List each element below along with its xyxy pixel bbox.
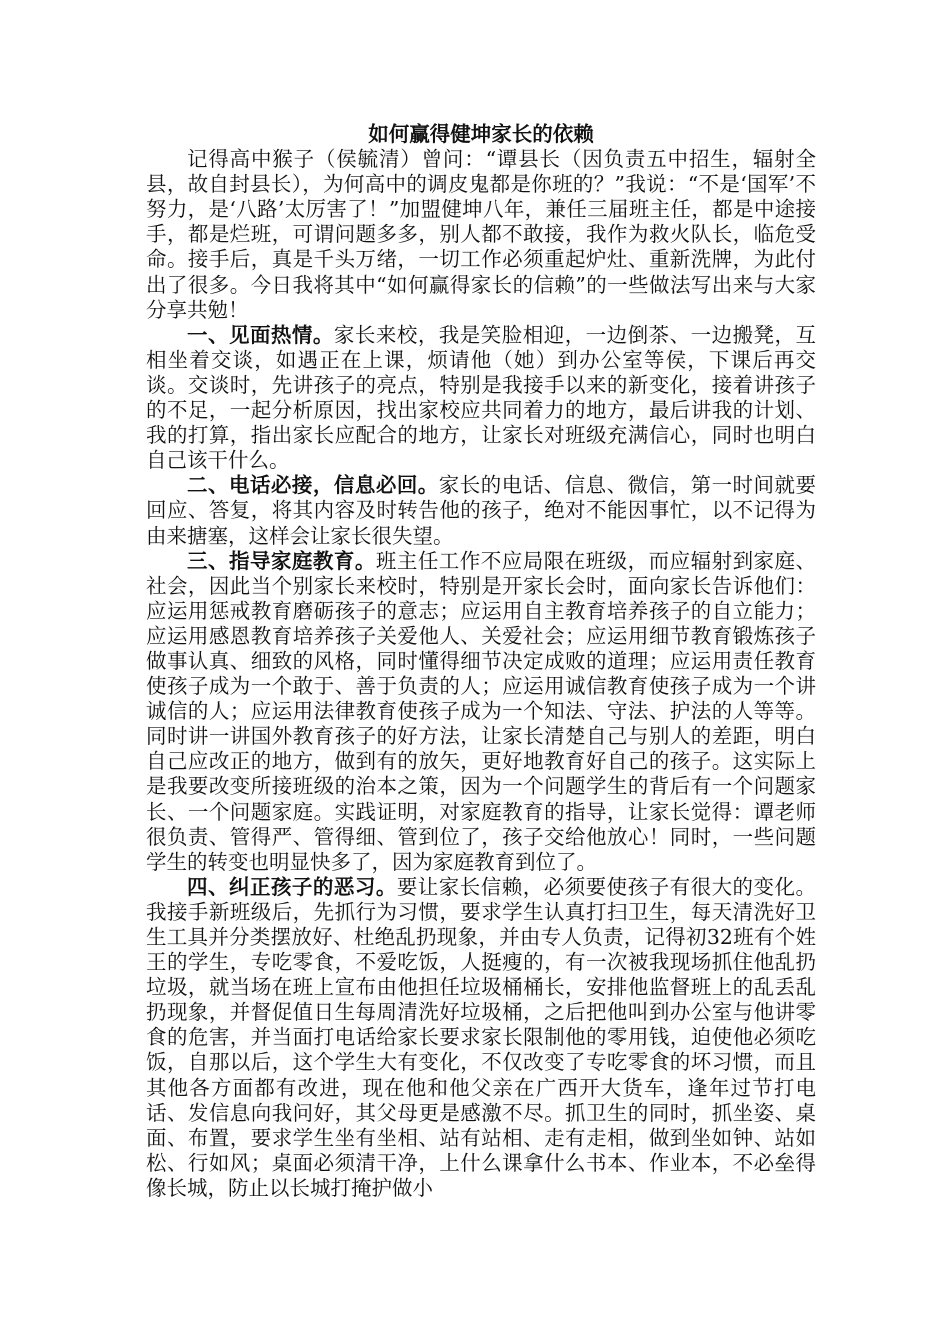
section-body-2: 家长的电话、信息、微信，第一时间就要回应、答复，将其内容及时转告他的孩子，绝对不能因事忙，以不记得为由来搪塞，这样会让家长很失望。 bbox=[146, 473, 817, 548]
section-paragraph-3 bbox=[146, 549, 816, 875]
section-paragraph-1 bbox=[146, 323, 816, 474]
document-page bbox=[146, 122, 816, 1201]
intro-paragraph: 记得高中猴子（侯毓清）曾问：“谭县长（因负责五中招生，辐射全县，故自封县长），为何高中的调皮鬼都是你班的？”我说：“不是‘国军’不努力，是‘八路’太厉害了！”加盟健坤八年，兼任三届班主任，都是中途接手，都是烂班，可谓问题多多，别人都不敢接，我作为救火队长，临危受命。接手后，真是千头万绪，一切工作必须重起炉灶、重新洗牌，为此付出了很多。今日我将其中“如何赢得家长的信赖”的一些做法写出来与大家分享共勉！ bbox=[146, 147, 816, 322]
section-heading-1: 一、见面热情。 bbox=[187, 322, 334, 347]
document-title: 如何赢得健坤家长的依赖 bbox=[368, 122, 594, 146]
section-heading-3: 三、指导家庭教育。 bbox=[187, 548, 376, 573]
section-heading-2: 二、电话必接，信息必回。 bbox=[187, 473, 439, 498]
section-paragraph-2 bbox=[146, 473, 816, 548]
section-paragraph-4 bbox=[146, 875, 816, 1201]
section-heading-4: 四、纠正孩子的恶习。 bbox=[187, 874, 397, 899]
section-body-3: 班主任工作不应局限在班级，而应辐射到家庭、社会，因此当个别家长来校时，特别是开家长会时，面向家长告诉他们：应运用惩戒教育磨砺孩子的意志；应运用自主教育培养孩子的自立能力；应运用感恩教育培养孩子关爱他人、关爱社会；应运用细节教育锻炼孩子做事认真、细致的风格，同时懂得细节决定成败的道理；应运用责任教育使孩子成为一个敢于、善于负责的人；应运用诚信教育使孩子成为一个讲诚信的人；应运用法律教育使孩子成为一个知法、守法、护法的人等等。同时讲一讲国外教育孩子的好方法，让家长清楚自己与别人的差距，明白自己应改正的地方，做到有的放矢，更好地教育好自己的孩子。这实际上是我要改变所接班级的治本之策，因为一个问题学生的背后有一个问题家长、一个问题家庭。实践证明，对家庭教育的指导，让家长觉得：谭老师很负责、管得严、管得细、管到位了，孩子交给他放心！同时，一些问题学生的转变也明显快多了，因为家庭教育到位了。 bbox=[146, 548, 817, 874]
section-body-1: 家长来校，我是笑脸相迎，一边倒茶、一边搬凳，互相坐着交谈，如遇正在上课，烦请他（她）到办公室等侯，下课后再交谈。交谈时，先讲孩子的亮点，特别是我接手以来的新变化，接着讲孩子的不足，一起分析原因，找出家校应共同着力的地方，最后讲我的计划、我的打算，指出家长应配合的地方，让家长对班级充满信心，同时也明白自己该干什么。 bbox=[146, 322, 817, 473]
section-body-4: 要让家长信赖，必须要使孩子有很大的变化。我接手新班级后，先抓行为习惯，要求学生认真打扫卫生，每天清洗好卫生工具并分类摆放好、杜绝乱扔现象，并由专人负责，记得初32班有个姓王的学生，专吃零食，不爱吃饭，人挺瘦的，有一次被我现场抓住他乱扔垃圾，就当场在班上宣布由他担任垃圾桶桶长，安排他监督班上的乱丢乱扔现象，并督促值日生每周清洗好垃圾桶，之后把他叫到办公室与他讲零食的危害，并当面打电话给家长要求家长限制他的零用钱，迫使他必须吃饭，自那以后，这个学生大有变化，不仅改变了专吃零食的坏习惯，而且其他各方面都有改进，现在他和他父亲在广西开大货车，逢年过节打电话、发信息向我问好，其父母更是感激不尽。抓卫生的同时，抓坐姿、桌面、布置，要求学生坐有坐相、站有站相、走有走相，做到坐如钟、站如松、行如风；桌面必须清干净，上什么课拿什么书本、作业本，不必垒得像长城，防止以长城打掩护做小 bbox=[146, 874, 816, 1200]
